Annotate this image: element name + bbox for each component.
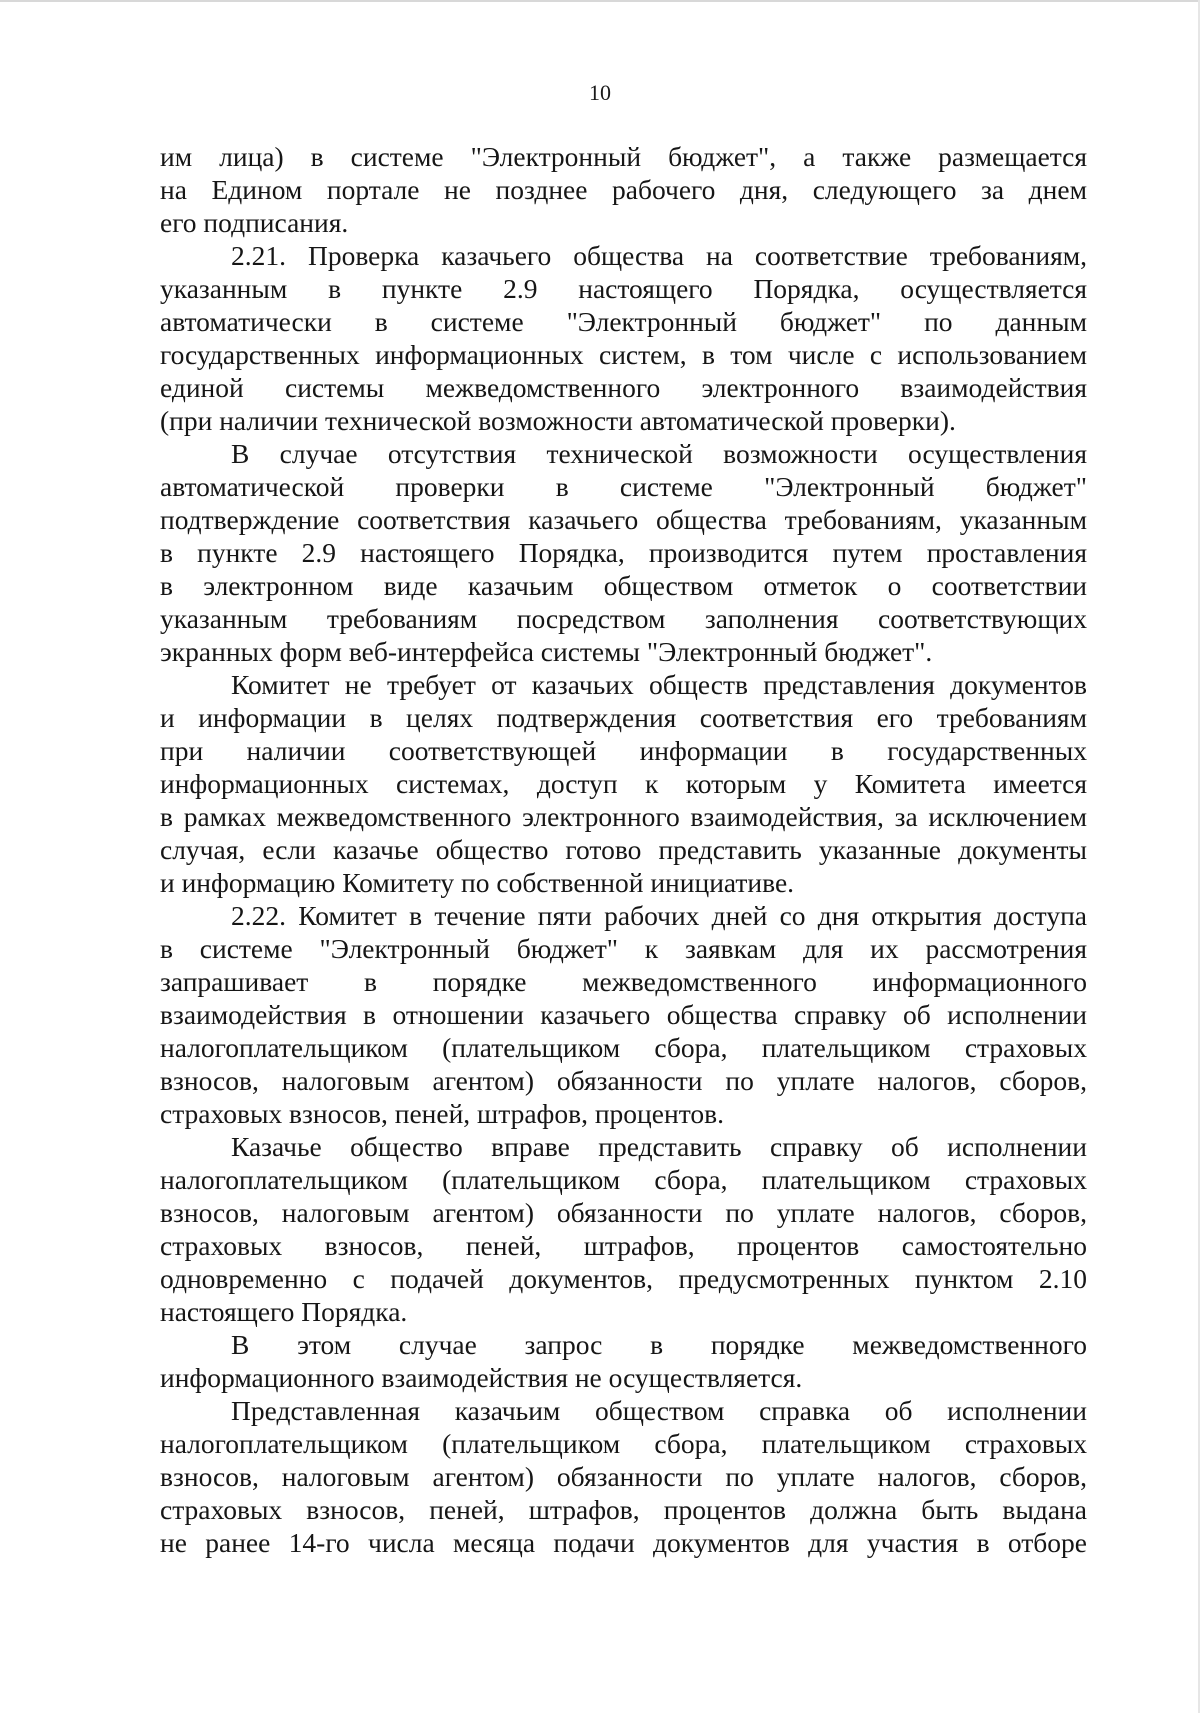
- text-line: информационного взаимодействия не осуществляется.: [160, 1362, 803, 1393]
- paragraph: [160, 1130, 1087, 1328]
- text-line: автоматически в системе "Электронный бюджет" по данным: [160, 306, 1087, 337]
- paragraph: [160, 1328, 1087, 1394]
- text-line: государственных информационных систем, в том числе с использованием: [160, 339, 1087, 370]
- text-line: в электронном виде казачьим обществом отметок о соответствии: [160, 570, 1087, 601]
- paragraph: [160, 1394, 1087, 1559]
- text-line: взносов, налоговым агентом) обязанности по уплате налогов, сборов,: [160, 1461, 1087, 1492]
- text-line: подтверждение соответствия казачьего общества требованиям, указанным: [160, 504, 1087, 535]
- text-line: В случае отсутствия технической возможности осуществления: [231, 438, 1087, 469]
- text-line: экранных форм веб-интерфейса системы "Электронный бюджет".: [160, 636, 933, 667]
- text-line: страховых взносов, пеней, штрафов, процентов самостоятельно: [160, 1230, 1087, 1261]
- text-line: налогоплательщиком (плательщиком сбора, плательщиком страховых: [160, 1032, 1087, 1063]
- text-line: одновременно с подачей документов, предусмотренных пунктом 2.10: [160, 1263, 1087, 1294]
- text-line: настоящего Порядка.: [160, 1296, 408, 1327]
- paragraph: [160, 668, 1087, 899]
- page-number: 10: [589, 80, 611, 105]
- text-line: и информацию Комитету по собственной инициативе.: [160, 867, 795, 898]
- text-line: при наличии соответствующей информации в государственных: [160, 735, 1087, 766]
- text-line: им лица) в системе "Электронный бюджет", а также размещается: [160, 141, 1087, 172]
- text-line: взносов, налоговым агентом) обязанности по уплате налогов, сборов,: [160, 1065, 1087, 1096]
- text-line: в пункте 2.9 настоящего Порядка, производится путем проставления: [160, 537, 1087, 568]
- text-line: взаимодействия в отношении казачьего общества справку об исполнении: [160, 999, 1087, 1030]
- text-line: В этом случае запрос в порядке межведомственного: [231, 1329, 1087, 1360]
- text-line: в рамках межведомственного электронного взаимодействия, за исключением: [160, 801, 1087, 832]
- text-line: единой системы межведомственного электронного взаимодействия: [160, 372, 1087, 403]
- text-line: запрашивает в порядке межведомственного информационного: [160, 966, 1087, 997]
- text-line: указанным требованиям посредством заполнения соответствующих: [160, 603, 1087, 634]
- text-line: его подписания.: [160, 207, 349, 238]
- text-line: автоматической проверки в системе "Электронный бюджет": [160, 471, 1087, 502]
- scan-edge-top: [0, 0, 1200, 2]
- text-line: 2.21. Проверка казачьего общества на соответствие требованиям,: [231, 240, 1087, 271]
- text-line: страховых взносов, пеней, штрафов, процентов должна быть выдана: [160, 1494, 1087, 1525]
- text-line: на Едином портале не позднее рабочего дня, следующего за днем: [160, 174, 1087, 205]
- text-line: взносов, налоговым агентом) обязанности по уплате налогов, сборов,: [160, 1197, 1087, 1228]
- paragraph: [160, 437, 1087, 668]
- text-line: Представленная казачьим обществом справка об исполнении: [231, 1395, 1087, 1426]
- text-line: Комитет не требует от казачьих обществ представления документов: [231, 669, 1087, 700]
- document-body: [160, 140, 1087, 1559]
- text-line: страховых взносов, пеней, штрафов, процентов.: [160, 1098, 724, 1129]
- text-line: информационных системах, доступ к которым у Комитета имеется: [160, 768, 1087, 799]
- text-line: случая, если казачье общество готово представить указанные документы: [160, 834, 1087, 865]
- text-line: (при наличии технической возможности автоматической проверки).: [160, 405, 956, 436]
- text-line: налогоплательщиком (плательщиком сбора, плательщиком страховых: [160, 1164, 1087, 1195]
- text-line: налогоплательщиком (плательщиком сбора, плательщиком страховых: [160, 1428, 1087, 1459]
- text-line: не ранее 14-го числа месяца подачи документов для участия в отборе: [160, 1527, 1087, 1558]
- text-line: в системе "Электронный бюджет" к заявкам для их рассмотрения: [160, 933, 1087, 964]
- paragraph: [160, 239, 1087, 437]
- text-line: и информации в целях подтверждения соответствия его требованиям: [160, 702, 1087, 733]
- text-line: указанным в пункте 2.9 настоящего Порядка, осуществляется: [160, 273, 1087, 304]
- paragraph: [160, 140, 1087, 239]
- text-line: 2.22. Комитет в течение пяти рабочих дней со дня открытия доступа: [231, 900, 1087, 931]
- paragraph: [160, 899, 1087, 1130]
- text-line: Казачье общество вправе представить справку об исполнении: [231, 1131, 1087, 1162]
